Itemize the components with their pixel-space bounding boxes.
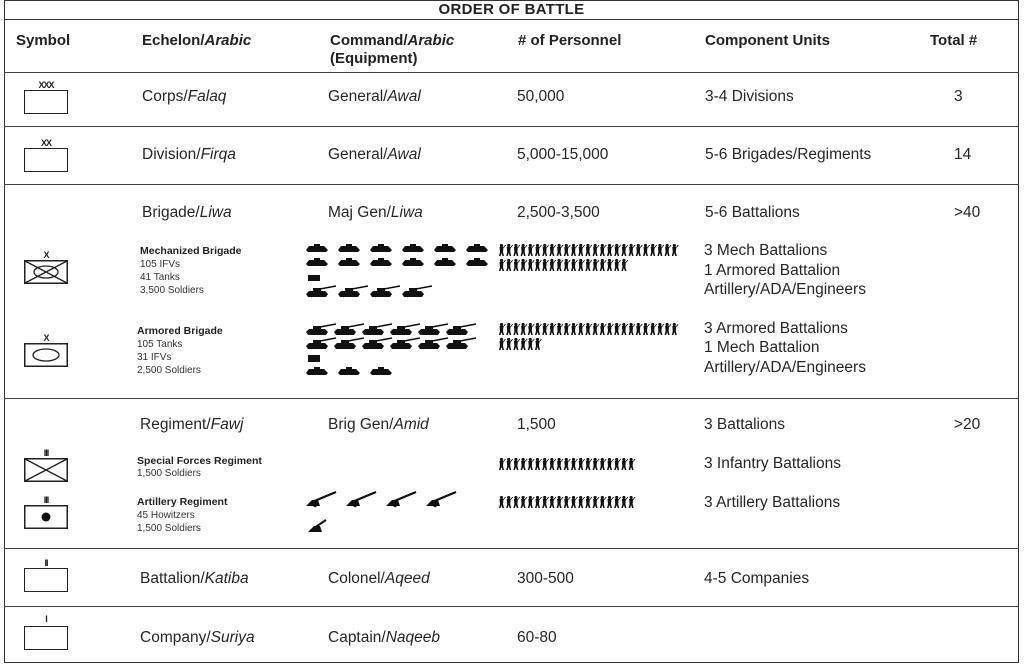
soldier-icon — [499, 244, 684, 274]
corps-units: 3-4 Divisions — [705, 88, 794, 105]
brigade-echelon: Brigade/Liwa — [142, 204, 232, 221]
armored-brigade-title: Armored Brigade — [137, 325, 223, 337]
row-divider — [4, 398, 1019, 399]
sf-regiment-title: Special Forces Regiment — [137, 455, 262, 467]
soldier-icon — [499, 323, 684, 353]
echelon-mark: X — [43, 250, 49, 260]
mech-brigade-detail: 41 Tanks — [140, 272, 180, 283]
regiment-echelon: Regiment/Fawj — [140, 416, 244, 433]
table-title: ORDER OF BATTLE — [4, 0, 1019, 20]
armored-brigade-detail: 31 IFVs — [137, 352, 172, 363]
corps-personnel: 50,000 — [517, 88, 565, 105]
tank-icon — [306, 323, 496, 377]
armored-brigade-unit: Artillery/ADA/Engineers — [704, 359, 866, 376]
artillery-regiment-title: Artillery Regiment — [137, 496, 228, 508]
corps-echelon: Corps/Falaq — [142, 88, 227, 105]
battalion-command: Colonel/Aqeed — [328, 570, 430, 587]
company-personnel: 60-80 — [517, 629, 557, 646]
row-divider — [4, 126, 1019, 127]
echelon-mark: XXX — [38, 80, 54, 90]
unit-box — [24, 90, 68, 114]
mech-brigade-unit: 3 Mech Battalions — [704, 242, 828, 259]
division-command: General/Awal — [328, 146, 421, 163]
corps-total: 3 — [954, 88, 963, 105]
row-divider — [4, 606, 1019, 607]
row-divider — [4, 548, 1019, 549]
header-total: Total # — [930, 32, 978, 49]
mech-brigade-detail: 3,500 Soldiers — [140, 285, 204, 296]
echelon-mark: X — [43, 333, 49, 343]
armored-brigade-unit: 1 Mech Battalion — [704, 339, 820, 356]
row-divider — [4, 184, 1019, 185]
battalion-echelon: Battalion/Katiba — [140, 570, 249, 587]
armored-brigade-soldiers — [499, 323, 684, 358]
header-command-sub: (Equipment) — [330, 50, 418, 67]
soldier-icon — [499, 496, 649, 510]
sf-regiment-soldiers — [499, 458, 649, 477]
header-personnel: # of Personnel — [518, 32, 622, 49]
company-command: Captain/Naqeeb — [328, 629, 441, 646]
mech-brigade-vehicles — [306, 244, 496, 305]
regiment-units: 3 Battalions — [704, 416, 785, 433]
echelon-mark: III — [43, 495, 49, 505]
mech-brigade-title: Mechanized Brigade — [140, 245, 242, 257]
battalion-units: 4-5 Companies — [704, 570, 810, 587]
armored-brigade-unit: 3 Armored Battalions — [704, 320, 848, 337]
brigade-personnel: 2,500-3,500 — [517, 204, 600, 221]
corps-command: General/Awal — [328, 88, 421, 105]
infantry-icon — [24, 458, 68, 482]
echelon-mark: II — [44, 558, 48, 568]
unit-box — [24, 148, 68, 172]
battalion-personnel: 300-500 — [517, 570, 574, 587]
artillery-icon — [24, 505, 68, 529]
mech-brigade-soldiers — [499, 244, 684, 279]
company-echelon: Company/Suriya — [140, 629, 255, 646]
armored-brigade-detail: 105 Tanks — [137, 339, 183, 350]
ifv-icon — [306, 244, 496, 300]
mech-brigade-unit: Artillery/ADA/Engineers — [704, 281, 866, 298]
brigade-command: Maj Gen/Liwa — [328, 204, 423, 221]
artillery-regiment-detail: 1,500 Soldiers — [137, 523, 201, 534]
division-echelon: Division/Firqa — [142, 146, 236, 163]
unit-box — [24, 626, 68, 650]
armored-brigade-vehicles — [306, 323, 496, 382]
sf-regiment-unit: 3 Infantry Battalions — [704, 455, 841, 472]
soldier-icon — [499, 458, 649, 472]
mech-brigade-detail: 105 IFVs — [140, 259, 181, 270]
echelon-mark: XX — [40, 138, 51, 148]
mech-brigade-unit: 1 Armored Battalion — [704, 262, 841, 279]
division-total: 14 — [954, 146, 972, 163]
artillery-regiment-soldiers — [499, 496, 649, 515]
header-echelon: Echelon/Arabic — [142, 32, 252, 49]
artillery-regiment-howitzers — [306, 490, 486, 539]
header-units: Component Units — [705, 32, 830, 49]
echelon-mark: I — [45, 614, 47, 624]
mechanized-infantry-icon — [24, 260, 68, 284]
header-command: Command/Arabic — [330, 32, 455, 49]
regiment-command: Brig Gen/Amid — [328, 416, 429, 433]
row-divider — [4, 72, 1019, 73]
brigade-total: >40 — [954, 204, 981, 221]
armor-icon — [24, 343, 68, 367]
unit-box — [24, 568, 68, 592]
howitzer-icon — [306, 490, 486, 534]
header-symbol: Symbol — [16, 32, 71, 49]
regiment-personnel: 1,500 — [517, 416, 556, 433]
armored-brigade-detail: 2,500 Soldiers — [137, 365, 201, 376]
artillery-regiment-detail: 45 Howitzers — [137, 510, 195, 521]
brigade-units: 5-6 Battalions — [705, 204, 800, 221]
echelon-mark: III — [43, 448, 49, 458]
artillery-regiment-unit: 3 Artillery Battalions — [704, 494, 841, 511]
division-personnel: 5,000-15,000 — [517, 146, 609, 163]
sf-regiment-detail: 1,500 Soldiers — [137, 468, 201, 479]
regiment-total: >20 — [954, 416, 981, 433]
division-units: 5-6 Brigades/Regiments — [705, 146, 872, 163]
